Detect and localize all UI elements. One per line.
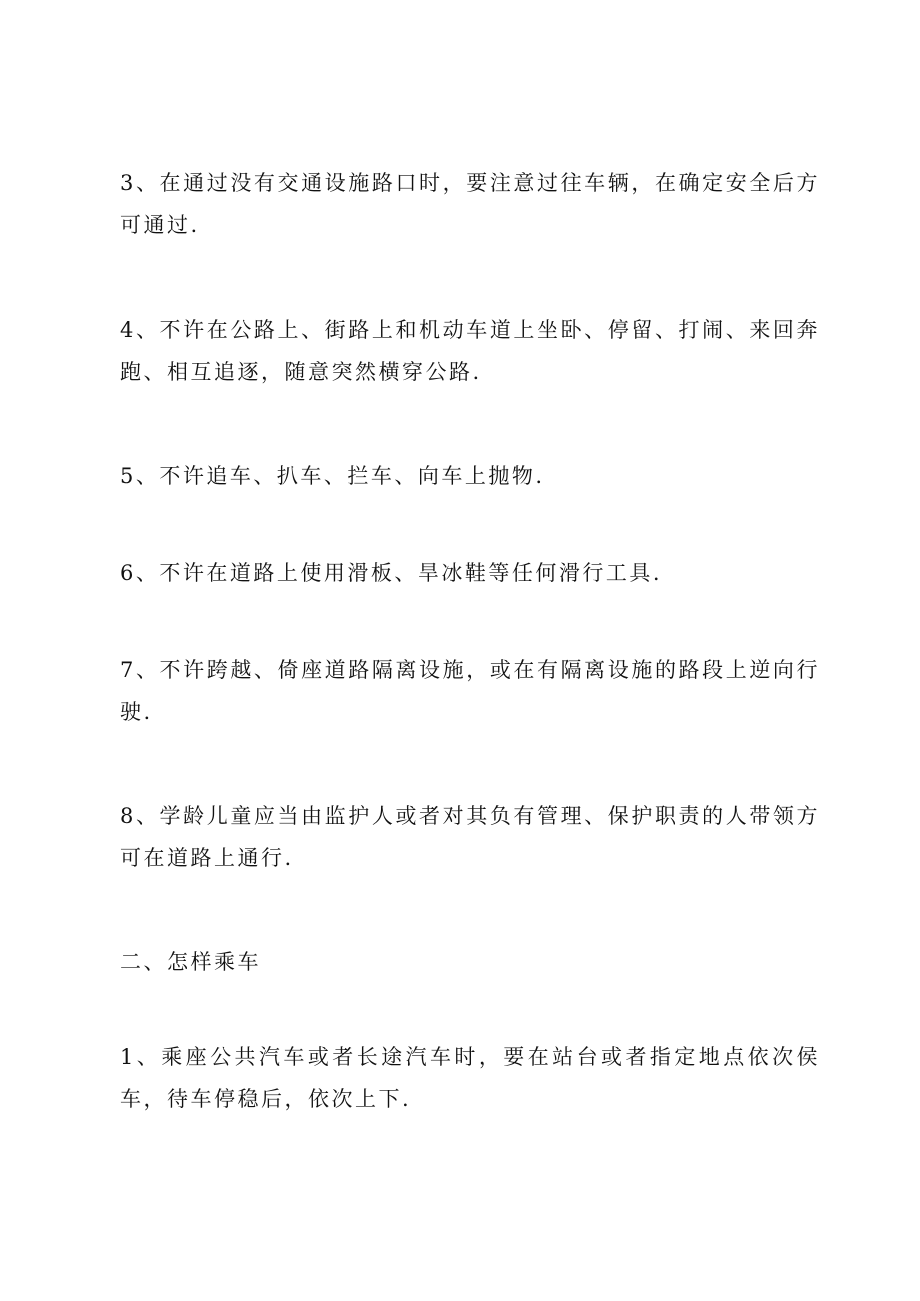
paragraph-rule-7: 7、不许跨越、倚座道路隔离设施，或在有隔离设施的路段上逆向行驶. xyxy=(120,658,820,724)
paragraph-ride-1: 1、乘座公共汽车或者长途汽车时，要在站台或者指定地点依次侯车，待车停稳后，依次上下. xyxy=(120,1045,820,1111)
paragraph-rule-3: 3、在通过没有交通设施路口时，要注意过往车辆，在确定安全后方可通过. xyxy=(120,171,820,237)
paragraph-rule-6: 6、不许在道路上使用滑板、旱冰鞋等任何滑行工具. xyxy=(120,561,663,585)
paragraph-rule-4: 4、不许在公路上、街路上和机动车道上坐卧、停留、打闹、来回奔跑、相互追逐，随意突然横穿公路. xyxy=(120,318,820,384)
paragraph-rule-8: 8、学龄儿童应当由监护人或者对其负有管理、保护职责的人带领方可在道路上通行. xyxy=(120,804,820,870)
section-heading: 二、怎样乘车 xyxy=(120,950,261,974)
paragraph-rule-5: 5、不许追车、扒车、拦车、向车上抛物. xyxy=(120,464,545,488)
